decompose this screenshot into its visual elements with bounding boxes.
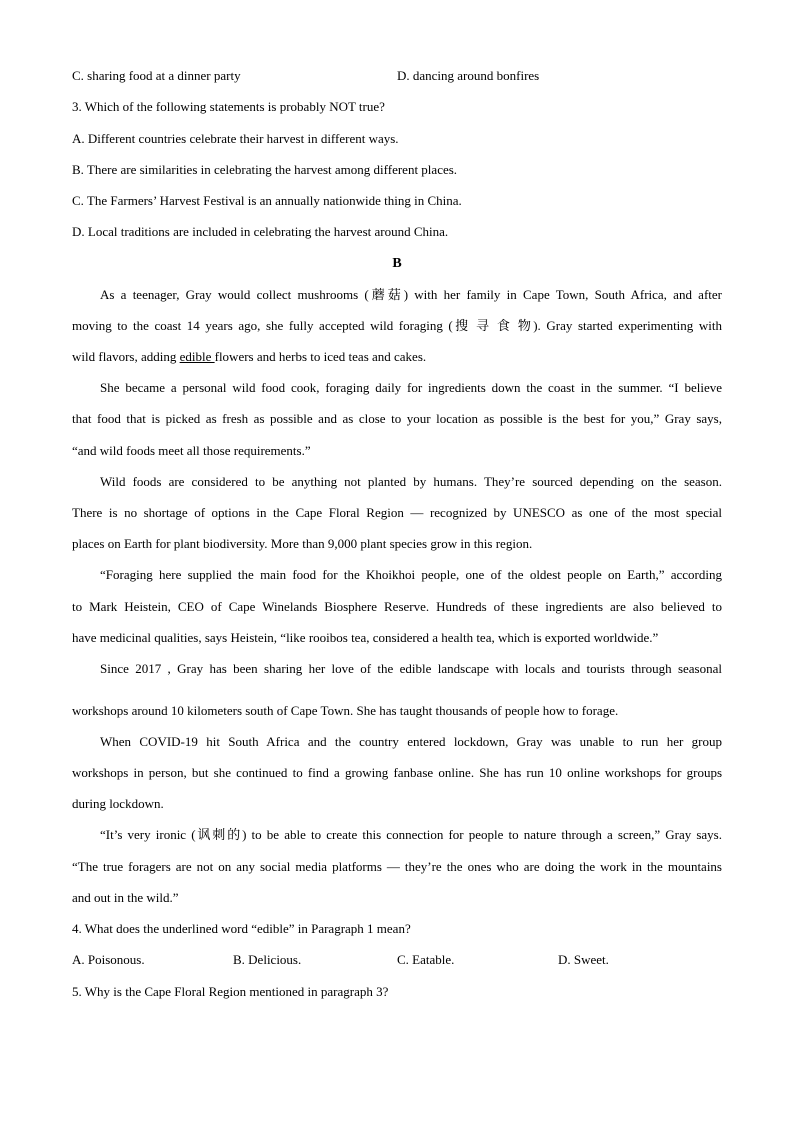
passage-line: When COVID-19 hit South Africa and the country entered lockdown, Gray was unable to run her group [100,734,722,749]
q5-stem: 5. Why is the Cape Floral Region mentioned in paragraph 3? [72,984,389,999]
passage-line: moving to the coast 14 years ago, she fully accepted wild foraging (搜 寻 食 物). Gray started experimenting with [72,318,722,333]
passage-line: “The true foragers are not on any social media platforms — they’re the ones who are doing the work in the mountains [72,859,722,874]
q2-option-d: D. dancing around bonfires [397,68,540,83]
passage-line: workshops in person, but she continued to find a growing fanbase online. She has run 10 online workshops for groups [72,765,722,780]
passage-line: “Foraging here supplied the main food for the Khoikhoi people, one of the oldest people on Earth,” according [100,567,722,582]
passage-line: “and wild foods meet all those requirements.” [72,443,311,458]
q3-option-d: D. Local traditions are included in celebrating the harvest around China. [72,224,449,239]
passage-line: during lockdown. [72,796,164,811]
q3-option-b: B. There are similarities in celebrating the harvest among different places. [72,162,458,177]
passage-line: workshops around 10 kilometers south of Cape Town. She has taught thousands of people how to forage. [72,703,619,718]
passage-line: She became a personal wild food cook, foraging daily for ingredients down the coast in the summer. “I believe [100,380,722,395]
q3-option-c: C. The Farmers’ Harvest Festival is an annually nationwide thing in China. [72,193,462,208]
passage-line: Wild foods are considered to be anything not planted by humans. They’re sourced depending on the season. [100,474,722,489]
q4-option-d: D. Sweet. [558,952,609,967]
passage-line: Since 2017 , Gray has been sharing her love of the edible landscape with locals and tourists through seasonal [100,661,722,676]
passage-line: As a teenager, Gray would collect mushrooms (蘑菇) with her family in Cape Town, South Africa, and after [100,287,722,302]
passage-line: places on Earth for plant biodiversity. More than 9,000 plant species grow in this region. [72,536,533,551]
passage-line: and out in the wild.” [72,890,179,905]
q3-stem: 3. Which of the following statements is probably NOT true? [72,99,385,114]
q3-option-a: A. Different countries celebrate their harvest in different ways. [72,131,399,146]
passage-line: There is no shortage of options in the Cape Floral Region — recognized by UNESCO as one of the most special [72,505,722,520]
passage-text: wild flavors, adding [72,349,180,364]
passage-line: to Mark Heistein, CEO of Cape Winelands Biosphere Reserve. Hundreds of these ingredients are also believed to [72,599,722,614]
passage-text: flowers and herbs to iced teas and cakes. [214,349,427,364]
q4-option-b: B. Delicious. [233,952,302,967]
q4-stem: 4. What does the underlined word “edible” in Paragraph 1 mean? [72,921,411,936]
section-label: B [392,256,402,271]
passage-line [72,349,426,365]
q4-option-a: A. Poisonous. [72,952,145,967]
passage-line: “It’s very ironic (讽刺的) to be able to create this connection for people to nature through a screen,” Gray says. [100,827,722,842]
underlined-word: edible [179,349,215,364]
passage-line: that food that is picked as fresh as possible and as close to your location as possible is the best for you,” Gray says, [72,411,722,426]
q4-option-c: C. Eatable. [397,952,455,967]
passage-line: have medicinal qualities, says Heistein, “like rooibos tea, considered a health tea, which is exported worldwide.” [72,630,659,645]
q2-option-c: C. sharing food at a dinner party [72,68,241,83]
